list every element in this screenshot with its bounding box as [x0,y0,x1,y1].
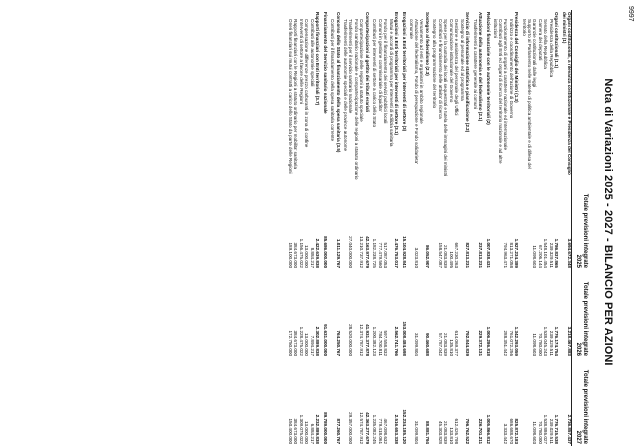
row-label: Rapporti finanziari con Enti territoriali (3.7) [315,12,321,106]
column-header-2025: Totale previsioni integrate 2025 [575,193,588,268]
table-row [471,10,477,446]
table-row [431,10,437,446]
value-2027: 779.418.061 [377,418,383,444]
value-2026: 784.700.811 [377,330,383,356]
value-2025 [418,182,424,270]
value-2027: 29.357.000.000 [348,412,354,444]
value-2027: 88.881.794 [424,421,430,444]
value-2025: 189.100.000 [287,242,293,268]
value-2025: 517.087.053 [383,242,389,268]
value-2025: 1.786.837.865 [554,238,560,268]
row-label: Servizio di informazione statistica e pianificazione (2.2) [465,12,471,133]
row-label: Relazioni finanziarie con le autonomie territoriali (2) [485,12,491,125]
row-label: Contributi agli Enti ed organi di ricerca del territorio nazionale e ad altre istituzioni [492,19,503,164]
value-2027: 152.234.185.120 [401,409,407,444]
value-2026: 7.894.217 [309,335,315,356]
table-row [442,10,448,446]
row-label: Senato della Repubblica [543,19,549,69]
value-2027: 1.309.075.022 [298,414,304,444]
table-row [329,10,335,446]
table-row [513,10,520,446]
value-2025: 1.007.838.431 [485,238,491,268]
value-2026: 1.538.045.243 [543,326,549,356]
value-2026 [471,270,477,358]
table-row [548,10,554,446]
row-label: Contributi per il finanziamento della spesa sanitaria corrente [329,19,335,142]
value-2025: 1.548.101.454 [543,238,549,268]
value-2027: 796.762.522 [465,418,471,444]
row-label: Sostegno al personale ed al programma [459,19,465,101]
value-2025: 667.230.263 [454,242,460,268]
row-label: Fondo sanitario nazionale e compartecipazione delle regioni a statuto ordinario [353,19,359,180]
table-row [424,10,431,446]
value-2027: 89.789.000.000 [322,412,328,444]
row-label: Contributi alle autonomie speciali [309,19,315,87]
table-row [298,10,304,446]
table-row [314,10,321,446]
row-label: Sostegno alla programmazione del territorio [432,19,438,109]
table-row [448,10,454,446]
value-2027: 686.688.670 [508,418,514,444]
table-row [342,10,348,446]
row-label: Supporto al Parlamento nelle materie di politica ambientale e di difesa del territorio [521,19,532,169]
table-row [353,10,359,446]
value-2025: 13.000.000 [304,245,310,268]
column-header-2027: Totale previsioni integrate 2027 [575,369,588,444]
value-2025: 86.052.907 [424,245,430,268]
row-label: Camera dei deputati [537,19,543,61]
table-row [560,10,571,446]
row-label: Indirizzo e coordinamento dell'azione di Governo [508,19,514,119]
row-label: Funzionamento di organi a carattere nazionale ed internazionale [503,19,509,151]
table-row [453,10,459,446]
value-2027: 1.538.886.027 [543,414,549,444]
value-2026 [353,270,359,358]
row-label: Sostegno al federalismo (2.3) [424,12,430,76]
value-2025 [342,182,348,270]
value-2027 [492,358,503,446]
table-row [459,10,465,446]
value-2026: 41.931.377.878 [364,324,370,356]
value-2025: 237.813.231 [478,242,484,268]
value-2026: 1.776.174.754 [554,326,560,356]
value-2026: 614.069.377 [454,330,460,356]
value-2026: 135.810 [448,339,454,356]
row-label: Compartecipazione delle regioni a statuto speciale [359,19,365,122]
table-row [292,10,298,446]
column-header-2026: Totale previsioni integrate 2026 [575,281,588,356]
table-row [553,10,560,446]
value-2025 [520,182,531,270]
table-row [531,10,537,446]
table-body [287,10,572,446]
row-label: Oneri finanziari sui mutui contratti a carico dello Stato da parte delle Regioni [287,19,293,174]
value-2025: 85.686.000.000 [322,236,328,268]
row-label: Versamento ad enti e organismi in ambito regionale [419,19,425,124]
value-2027 [353,358,359,446]
table-row [536,10,542,446]
table-row [371,10,377,446]
value-2026: 792.844.839 [465,330,471,356]
value-2026: 239.329.511 [548,330,554,356]
value-2025: 8.884.217 [309,247,315,268]
value-2026 [418,270,424,358]
value-2025: 1.156.475.022 [298,238,304,268]
value-2027: 1.235.082.245 [372,414,378,444]
row-label: Comunicazione istituzionale del Governo [448,19,454,103]
value-2025: 1.927.234.389 [514,238,520,268]
table-row [484,10,491,446]
value-2027: 45.303.828 [437,421,443,444]
row-label: Interventi di settore a favore delle Regioni [298,19,304,104]
value-2025: 2.422.639.838 [315,238,321,268]
row-label: Trasferimenti delle autonomie speciali e delle province autonome [342,19,348,152]
value-2025: 100.495 [448,251,454,268]
table-row [437,10,443,446]
table-row [347,10,353,446]
table-row [502,10,508,446]
value-2027 [431,358,437,446]
value-2027: 13.000.000 [304,421,310,444]
row-label: Contributi per interventi di settore a carico dello Stato [372,19,378,128]
value-2027: 150.400.000 [287,418,293,444]
table-row [382,10,388,446]
row-label: Spese per la custodia dei locali sequestrati e tutela delle immagini dei ministri [443,19,449,177]
table-header-row [571,10,588,446]
value-2026: 11.098.603 [532,333,538,356]
table-row [334,10,341,446]
row-label: Trasferimenti a carattere generale ai comuni [472,19,478,109]
value-2025: 777.479.560 [377,242,383,268]
row-label: Attuazione del federalismo, Fondo di perequazione e Fondo solidarieta' comunale [408,19,419,164]
value-2027 [388,358,394,446]
table-row [492,10,503,446]
value-2026: 229.372.131 [478,330,484,356]
header-label-column [571,10,588,182]
value-2026 [329,270,335,358]
value-2025 [471,182,477,270]
value-2025: 42.163.977.679 [364,236,370,268]
value-2025: 3.694.672.348 [566,238,572,268]
value-2026: 1.200.382.123 [372,326,378,356]
value-2025: 3.023.810 [413,247,419,268]
table-row [542,10,548,446]
row-label: Attuazione della autonomia e del federalismo (2.1) [478,12,484,122]
value-2027: 825.872.183 [514,418,520,444]
row-label: Fondo per il finanziamento dei servizi pubblici locali [383,19,389,124]
value-2026 [459,270,465,358]
table-row [309,10,315,446]
row-label: Compartecipazioni al gettito dei tributi erariali [364,12,370,113]
value-2026: 1.006.286.818 [485,326,491,356]
value-2025: 239.329.511 [548,242,554,268]
table-row [408,10,419,446]
table-row [464,10,471,446]
value-2027: 1.005.866.812 [485,414,491,444]
table-row [400,10,407,446]
value-2026: 90.460.688 [424,333,430,356]
value-2026: 761.072.256 [508,330,514,356]
value-2025: 2.476.753.017 [394,238,400,268]
value-2027 [471,358,477,446]
row-label: Gestione e assistenza del personale degli Uffici [454,19,460,116]
row-label: Erogazioni a Enti territoriali per interventi di settore (3.1) [394,12,400,136]
value-2025: 1.182.238.725 [372,238,378,268]
value-2026: 172.750.000 [287,330,293,356]
value-2025: 21.083.839 [443,245,449,268]
value-2027: 226.701.211 [478,418,484,444]
budget-table [287,10,589,446]
value-2025: 27.040.000.000 [348,236,354,268]
value-2026: 28.520.000.000 [348,324,354,356]
value-2027: 877.260.767 [335,418,341,444]
row-label: Concorso dello Stato al finanziamento della spesa sanitaria (3.5) [335,12,341,153]
page-number: 9997 [627,6,634,22]
value-2025: 1.011.129.767 [335,238,341,268]
value-2026: 57.787.042 [437,333,443,356]
row-label: Organi costituzionali, a rilevanza costituzionale e Presidenza del Consiglio dei ministri (1) [561,12,572,175]
value-2025 [431,182,437,270]
value-2027 [342,358,348,446]
value-2025: 13.210.737.912 [359,236,365,268]
value-2027 [418,358,424,446]
value-2025 [388,182,394,270]
row-label: Presidenza della Repubblica [548,19,554,78]
value-2026: 597.558.832 [383,330,389,356]
value-2025 [492,182,503,270]
row-label: Trasferimenti per il servizio sanitario nazionale [348,19,354,114]
value-2026: 13.000.000 [304,333,310,356]
value-2026: 70.780.000 [537,333,543,356]
row-label: Comuni in gestione commissariale di liquidita' [377,19,383,112]
value-2026: 31.099.804 [413,333,419,356]
value-2025: 11.098.603 [532,245,538,268]
table-row [508,10,514,446]
value-2027: 1.776.715.538 [554,414,560,444]
value-2027 [520,358,531,446]
value-2025: 794.963.471 [503,242,509,268]
value-2026: 384.673.000 [293,330,299,356]
value-2025 [329,182,335,270]
value-2026: 764.250.767 [335,330,341,356]
table-row [418,10,424,446]
value-2027: 612.426.798 [454,418,460,444]
value-2025: 827.813.231 [465,242,471,268]
table-row [477,10,484,446]
value-2026: 3.218.467.883 [566,326,572,356]
value-2026: 1.342.293.059 [514,326,520,356]
row-label: Rapporti finanziari con le Regioni a statuto ordinario per mobilita' sanitaria [293,19,299,169]
value-2027: 3.333.442 [503,423,509,444]
value-2026: 1.228.475.022 [298,326,304,356]
value-2027: 239.029.511 [548,418,554,444]
value-2027: 21.083.839 [443,421,449,444]
value-2026: 21.083.839 [443,333,449,356]
value-2027: 2.516.653.338 [394,414,400,444]
value-2027: 467.098.632 [383,418,389,444]
value-2027: 42.363.277.679 [364,412,370,444]
value-2027 [459,358,465,446]
table-row [377,10,383,446]
value-2026 [388,270,394,358]
value-2027: 133.810 [448,427,454,444]
value-2026: 288.351.442 [503,330,509,356]
value-2027: 6.884.217 [309,423,315,444]
page-title: Nota di Variazioni 2025 - 2027 - BILANCIO PER AZIONI [602,78,614,366]
value-2027: 12.574.787.912 [359,412,365,444]
table-row [358,10,364,446]
value-2025: 384.673.000 [293,242,299,268]
value-2026: 12.374.787.912 [359,324,365,356]
row-label: Mutui e accordi di programma per interventi di edilizia sanitaria [388,19,394,147]
value-2027: 2.736.857.437 [566,414,572,444]
value-2025: 813.271.058 [508,242,514,268]
table-row [287,10,293,446]
row-label: Presidenza del Consiglio dei Ministri (1.3) [514,12,520,103]
row-label: Finanziamento del Servizio sanitario nazionale [322,12,328,114]
value-2025: 15.104.928.841 [401,236,407,268]
value-2026 [520,270,531,358]
table-row [303,10,309,446]
value-2027: 2.232.889.838 [315,414,321,444]
table-row [393,10,400,446]
table-row [388,10,394,446]
table-row [321,10,328,446]
value-2026 [492,270,503,358]
value-2026: 2.562.741.766 [394,326,400,356]
value-2027: 31.099.804 [413,421,419,444]
row-label: Garanzie costituzionali dalle leggi [532,19,538,88]
table-row [364,10,371,446]
value-2026: 153.008.484.698 [401,321,407,356]
value-2027: 384.673.000 [293,418,299,444]
value-2026: 2.302.889.838 [315,326,321,356]
value-2026 [342,270,348,358]
value-2025 [459,182,465,270]
value-2025 [353,182,359,270]
value-2027 [329,358,335,446]
value-2027: 70.780.000 [537,421,543,444]
value-2026 [431,270,437,358]
row-label: Compensazione differenze prezzo carburanti in zona di confine [304,19,310,148]
row-label: Contributi e finanziamento delle attivita' di ricerca [437,19,443,119]
value-2025: 67.206.144 [537,245,543,268]
value-2027: 11.098.603 [532,421,538,444]
value-2025: 158.547.087 [437,242,443,268]
table-row [520,10,531,446]
row-label: Erogazioni a Enti territoriali per interventi di settore (3) [401,12,407,132]
value-2026: 91.631.000.000 [322,324,328,356]
row-label: Organi costituzionali (1.1) [554,12,560,69]
